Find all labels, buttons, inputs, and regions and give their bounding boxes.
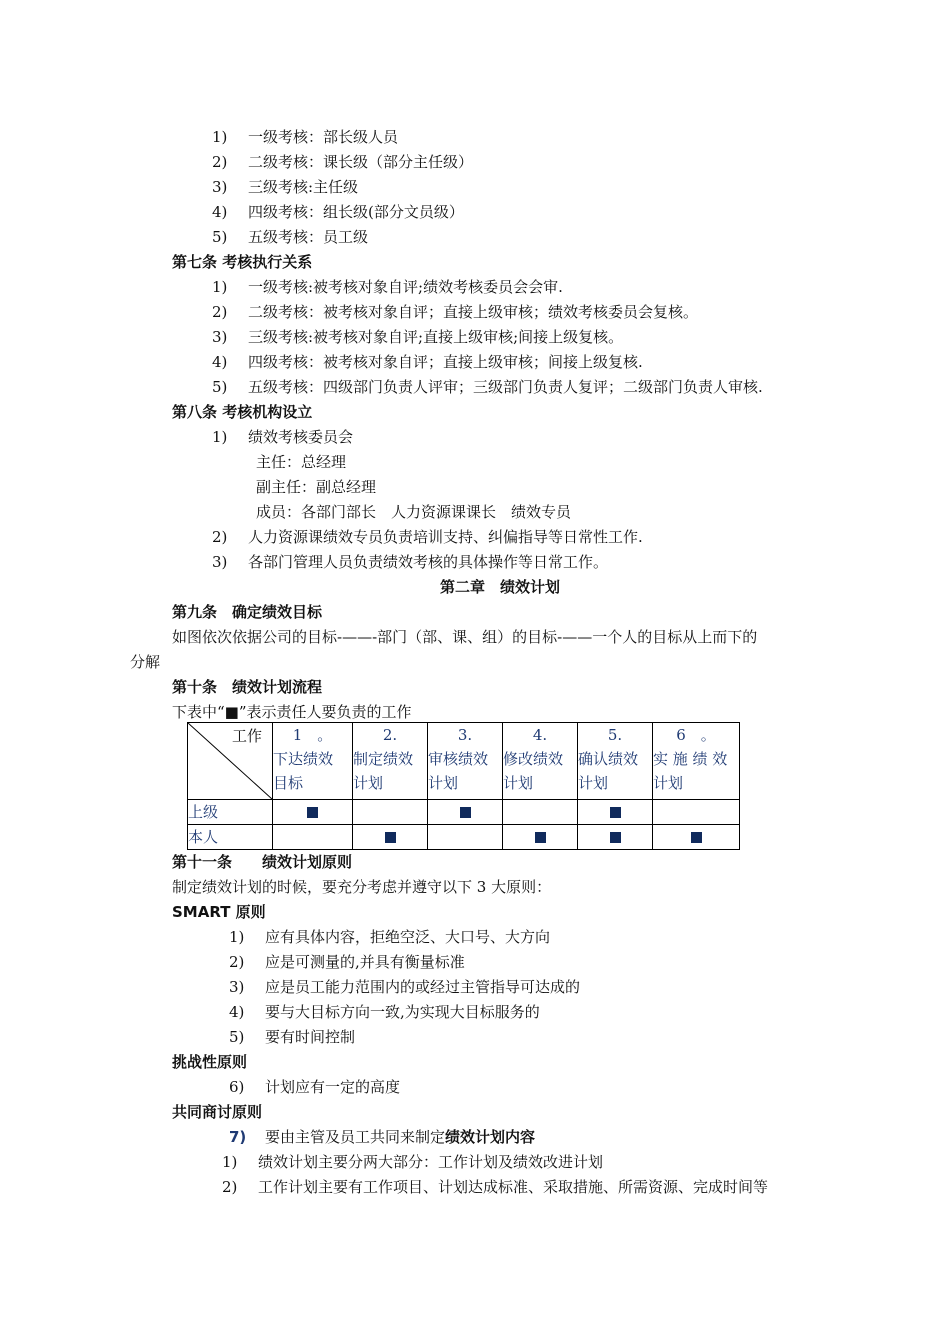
- article-7-heading: 第七条 考核执行关系: [172, 253, 313, 271]
- paragraph-line: 制定绩效计划的时候，要充分考虑并遵守以下 3 大原则：: [172, 878, 552, 896]
- article-11-heading: 第十一条 绩效计划原则: [172, 853, 353, 871]
- list-item: 1) 应有具体内容，拒绝空泛、大口号、大方向: [229, 928, 551, 946]
- list-item: 2) 二级考核：被考核对象自评；直接上级审核；绩效考核委员会复核。: [212, 303, 699, 321]
- list-item: 1) 绩效计划主要分两大部分：工作计划及绩效改进计划: [222, 1153, 604, 1171]
- table-header: 3. 审核绩效 计划: [428, 723, 503, 800]
- row-label: 上级: [188, 800, 273, 825]
- plan-responsibility-table: [187, 722, 740, 850]
- table-header: 2. 制定绩效 计划: [353, 723, 428, 800]
- challenge-heading: 挑战性原则: [172, 1053, 248, 1071]
- list-item: 5) 五级考核：四级部门负责人评审；三级部门负责人复评；二级部门负责人审核.: [212, 378, 763, 396]
- table-cell: [273, 825, 353, 850]
- table-row: [188, 825, 740, 850]
- table-corner-label: 工作: [231, 727, 262, 745]
- table-cell: [503, 825, 578, 850]
- list-item: 1) 绩效考核委员会: [212, 428, 354, 446]
- list-item: 5) 五级考核：员工级: [212, 228, 369, 246]
- article-8-heading: 第八条 考核机构设立: [172, 403, 313, 421]
- responsibility-mark: [691, 832, 702, 843]
- row-label: 本人: [188, 825, 273, 850]
- chapter-title: 第二章 绩效计划: [439, 578, 560, 596]
- committee-vice-chair: 副主任：副总经理: [256, 478, 377, 496]
- list-item: 5) 要有时间控制: [229, 1028, 356, 1046]
- table-cell: [578, 825, 653, 850]
- table-corner-cell: [188, 723, 273, 800]
- list-item: 3) 三级考核:主任级: [212, 178, 359, 196]
- article-10-heading: 第十条 绩效计划流程: [172, 678, 323, 696]
- smart-heading: SMART 原则: [172, 903, 266, 921]
- list-item: 3) 三级考核:被考核对象自评;直接上级审核;间接上级复核。: [212, 328, 624, 346]
- list-item: 2) 二级考核：课长级（部分主任级）: [212, 153, 474, 171]
- table-cell: [353, 825, 428, 850]
- list-item: 7) 要由主管及员工共同来制定绩效计划内容: [229, 1128, 536, 1146]
- table-cell: [428, 800, 503, 825]
- responsibility-mark: [610, 832, 621, 843]
- list-item: 2) 工作计划主要有工作项目、计划达成标准、采取措施、所需资源、完成时间等: [222, 1178, 769, 1196]
- responsibility-mark: [460, 807, 471, 818]
- responsibility-mark: [307, 807, 318, 818]
- table-header: 5. 确认绩效 计划: [578, 723, 653, 800]
- list-item: 4) 四级考核：组长级(部分文员级）: [212, 203, 464, 221]
- committee-chair: 主任：总经理: [256, 453, 347, 471]
- table-cell: [273, 800, 353, 825]
- list-item: 1) 一级考核:被考核对象自评;绩效考核委员会会审.: [212, 278, 563, 296]
- table-note: 下表中“■”表示责任人要负责的工作: [172, 703, 412, 721]
- list-item: 6) 计划应有一定的高度: [229, 1078, 401, 1096]
- table-cell: [353, 800, 428, 825]
- table-cell: [503, 800, 578, 825]
- table-header: 4. 修改绩效 计划: [503, 723, 578, 800]
- responsibility-mark: [610, 807, 621, 818]
- table-cell: [428, 825, 503, 850]
- table-cell: [578, 800, 653, 825]
- table-cell: [653, 825, 740, 850]
- paragraph-line: 如图依次依据公司的目标-——-部门（部、课、组）的目标-——一个人的目标从上而下的: [172, 628, 758, 646]
- article-9-heading: 第九条 确定绩效目标: [172, 603, 323, 621]
- table-cell: [653, 800, 740, 825]
- committee-members: 成员：各部门部长 人力资源课课长 绩效专员: [256, 503, 572, 521]
- table-row: [188, 800, 740, 825]
- list-item: 4) 四级考核：被考核对象自评；直接上级审核；间接上级复核.: [212, 353, 643, 371]
- responsibility-mark: [535, 832, 546, 843]
- list-item: 3) 应是员工能力范围内的或经过主管指导可达成的: [229, 978, 581, 996]
- list-item: 3) 各部门管理人员负责绩效考核的具体操作等日常工作。: [212, 553, 609, 571]
- list-item: 1) 一级考核：部长级人员: [212, 128, 399, 146]
- list-item: 2) 人力资源课绩效专员负责培训支持、纠偏指导等日常性工作.: [212, 528, 643, 546]
- list-item: 2) 应是可测量的,并具有衡量标准: [229, 953, 465, 971]
- responsibility-mark: [385, 832, 396, 843]
- list-item: 4) 要与大目标方向一致,为实现大目标服务的: [229, 1003, 540, 1021]
- table-header: 1 。 下达绩效 目标: [273, 723, 353, 800]
- joint-heading: 共同商讨原则: [172, 1103, 263, 1121]
- table-header: 6 。 实 施 绩 效 计划: [653, 723, 740, 800]
- paragraph-line: 分解: [130, 653, 161, 671]
